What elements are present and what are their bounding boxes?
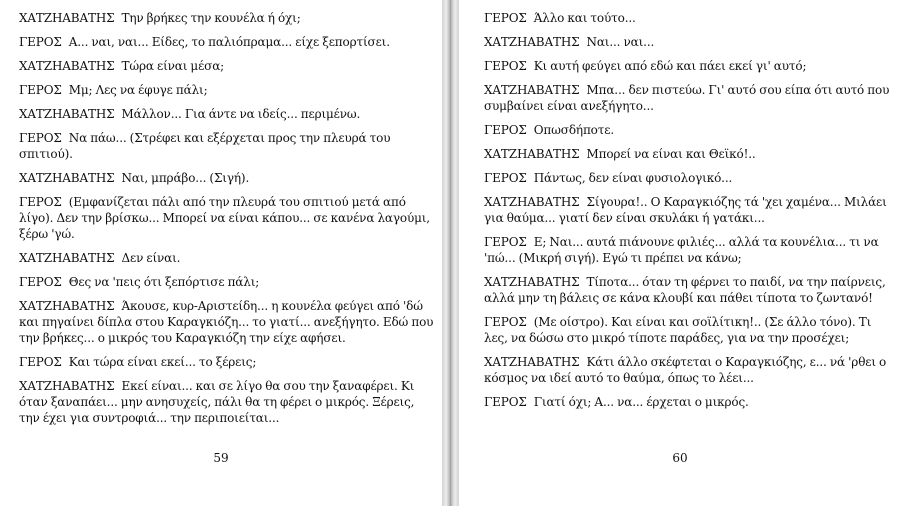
dialogue-line bbox=[19, 194, 436, 242]
dialogue-line bbox=[19, 34, 436, 50]
left-page-text bbox=[19, 10, 436, 434]
dialogue-line bbox=[19, 82, 436, 98]
dialogue-text: Μάλλον... Για άντε να ιδείς... περιμένω. bbox=[121, 107, 361, 121]
dialogue-line bbox=[19, 354, 436, 370]
dialogue-line bbox=[19, 10, 436, 26]
page-number: 60 bbox=[672, 451, 688, 465]
book-gutter bbox=[442, 0, 459, 506]
dialogue-text: Μπορεί να είναι και Θεϊκό!.. bbox=[586, 147, 756, 161]
dialogue-line bbox=[484, 82, 893, 114]
dialogue-text: (Με οίστρο). Και είναι και σοϊλίτικη!.. (Σε άλλο τόνο). Τι λες, να δώσω στο μικρό τίποτε παράδες, για να την προσέχει; bbox=[484, 315, 872, 345]
speaker-name: ΧΑΤΖΗΑΒΑΤΗΣ bbox=[484, 195, 580, 209]
right-page-text bbox=[484, 10, 893, 418]
speaker-name: ΧΑΤΖΗΑΒΑΤΗΣ bbox=[19, 107, 115, 121]
dialogue-text: Την βρήκες την κουνέλα ή όχι; bbox=[121, 11, 301, 25]
speaker-name: ΓΕΡΟΣ bbox=[484, 59, 527, 73]
dialogue-text: Α... ναι, ναι... Είδες, το παλιόπραμα... είχε ξεπορτίσει. bbox=[68, 35, 390, 49]
dialogue-line bbox=[19, 378, 436, 426]
dialogue-text: Οπωσδήποτε. bbox=[533, 123, 614, 137]
speaker-name: ΧΑΤΖΗΑΒΑΤΗΣ bbox=[19, 299, 115, 313]
speaker-name: ΧΑΤΖΗΑΒΑΤΗΣ bbox=[19, 11, 115, 25]
dialogue-text: Τώρα είναι μέσα; bbox=[121, 59, 225, 73]
speaker-name: ΓΕΡΟΣ bbox=[19, 131, 62, 145]
dialogue-text: Να πάω... (Στρέφει και εξέρχεται προς την πλευρά του σπιτιού). bbox=[19, 131, 391, 161]
dialogue-text: Μπα... δεν πιστεύω. Γι' αυτό σου είπα ότι αυτό που συμβαίνει είναι ανεξήγητο... bbox=[484, 83, 890, 113]
speaker-name: ΓΕΡΟΣ bbox=[19, 355, 62, 369]
dialogue-text: Πάντως, δεν είναι φυσιολογικό... bbox=[533, 171, 733, 185]
speaker-name: ΓΕΡΟΣ bbox=[19, 83, 62, 97]
speaker-name: ΓΕΡΟΣ bbox=[484, 395, 527, 409]
speaker-name: ΓΕΡΟΣ bbox=[484, 123, 527, 137]
dialogue-text: (Εμφανίζεται πάλι από την πλευρά του σπιτιού μετά από λίγο). Δεν την βρίσκω... Μπορεί να είναι κάπου... σε κανένα λαγούμι, ξέρω 'γώ. bbox=[19, 195, 430, 241]
speaker-name: ΓΕΡΟΣ bbox=[484, 315, 527, 329]
dialogue-line bbox=[19, 274, 436, 290]
dialogue-line bbox=[484, 34, 893, 50]
dialogue-text: Δεν είναι. bbox=[121, 251, 181, 265]
speaker-name: ΓΕΡΟΣ bbox=[484, 11, 527, 25]
dialogue-line bbox=[484, 354, 893, 386]
dialogue-text: Ε; Ναι... αυτά πιάνουνε φιλιές... αλλά τα κουνέλια... τι να 'πώ... (Μικρή σιγή). Εγώ τι πρέπει να κάνω; bbox=[484, 235, 879, 265]
dialogue-line bbox=[484, 10, 893, 26]
speaker-name: ΓΕΡΟΣ bbox=[19, 35, 62, 49]
dialogue-line bbox=[19, 298, 436, 346]
speaker-name: ΓΕΡΟΣ bbox=[484, 171, 527, 185]
speaker-name: ΧΑΤΖΗΑΒΑΤΗΣ bbox=[484, 275, 580, 289]
right-page bbox=[459, 0, 901, 506]
dialogue-text: Κάτι άλλο σκέφτεται ο Καραγκιόζης, ε... νά 'ρθει ο κόσμος να ιδεί αυτό το θαύμα, όπως το λέει... bbox=[484, 355, 887, 385]
speaker-name: ΧΑΤΖΗΑΒΑΤΗΣ bbox=[19, 171, 115, 185]
dialogue-text: Τίποτα... όταν τη φέρνει το παιδί, να την παίρνεις, αλλά μην τη βάλεις σε κάνα κλουβί και πάθει τίποτα το ζωντανό! bbox=[484, 275, 886, 305]
dialogue-text: Άλλο και τούτο... bbox=[533, 11, 636, 25]
dialogue-text: Εκεί είναι... και σε λίγο θα σου την ξαναφέρει. Κι όταν ξαναπάει... μην ανησυχείς, πάλι θα τη φέρει ο μικρός. Ξέρεις, την έχει για συντροφιά... την περιποιείται... bbox=[19, 379, 415, 425]
speaker-name: ΧΑΤΖΗΑΒΑΤΗΣ bbox=[484, 35, 580, 49]
dialogue-line bbox=[19, 250, 436, 266]
page-number: 59 bbox=[213, 451, 229, 465]
dialogue-text: Ναι... ναι... bbox=[586, 35, 655, 49]
dialogue-text: Ναι, μπράβο... (Σιγή). bbox=[121, 171, 250, 185]
speaker-name: ΧΑΤΖΗΑΒΑΤΗΣ bbox=[19, 59, 115, 73]
dialogue-line bbox=[484, 170, 893, 186]
dialogue-line bbox=[484, 314, 893, 346]
dialogue-text: Μμ; Λες να έφυγε πάλι; bbox=[68, 83, 208, 97]
dialogue-line bbox=[484, 394, 893, 410]
dialogue-line bbox=[19, 58, 436, 74]
speaker-name: ΓΕΡΟΣ bbox=[484, 235, 527, 249]
dialogue-line bbox=[19, 130, 436, 162]
speaker-name: ΧΑΤΖΗΑΒΑΤΗΣ bbox=[484, 355, 580, 369]
speaker-name: ΓΕΡΟΣ bbox=[19, 195, 62, 209]
dialogue-text: Θες να 'πεις ότι ξεπόρτισε πάλι; bbox=[68, 275, 260, 289]
speaker-name: ΧΑΤΖΗΑΒΑΤΗΣ bbox=[484, 147, 580, 161]
speaker-name: ΧΑΤΖΗΑΒΑΤΗΣ bbox=[19, 251, 115, 265]
dialogue-line bbox=[484, 194, 893, 226]
dialogue-text: Άκουσε, κυρ-Αριστείδη... η κουνέλα φεύγει από 'δώ και πηγαίνει δίπλα στου Καραγκιόζη... το γιατί... ανεξήγητο. Εδώ που την βρήκες... ο μικρός του Καραγκιόζη την είχε αφήσει. bbox=[19, 299, 434, 345]
dialogue-line bbox=[19, 106, 436, 122]
dialogue-line bbox=[484, 274, 893, 306]
left-page bbox=[0, 0, 442, 506]
dialogue-text: Σίγουρα!.. Ο Καραγκιόζης τά 'χει χαμένα... Μιλάει για θαύμα... γιατί δεν είναι σκυλάκι ή γατάκι... bbox=[484, 195, 887, 225]
dialogue-text: Γιατί όχι; Α... να... έρχεται ο μικρός. bbox=[533, 395, 749, 409]
dialogue-line bbox=[484, 58, 893, 74]
speaker-name: ΧΑΤΖΗΑΒΑΤΗΣ bbox=[484, 83, 580, 97]
dialogue-line bbox=[484, 122, 893, 138]
dialogue-line bbox=[484, 146, 893, 162]
dialogue-text: Και τώρα είναι εκεί... το ξέρεις; bbox=[68, 355, 257, 369]
dialogue-line bbox=[19, 170, 436, 186]
speaker-name: ΓΕΡΟΣ bbox=[19, 275, 62, 289]
speaker-name: ΧΑΤΖΗΑΒΑΤΗΣ bbox=[19, 379, 115, 393]
dialogue-text: Κι αυτή φεύγει από εδώ και πάει εκεί γι' αυτό; bbox=[533, 59, 807, 73]
dialogue-line bbox=[484, 234, 893, 266]
